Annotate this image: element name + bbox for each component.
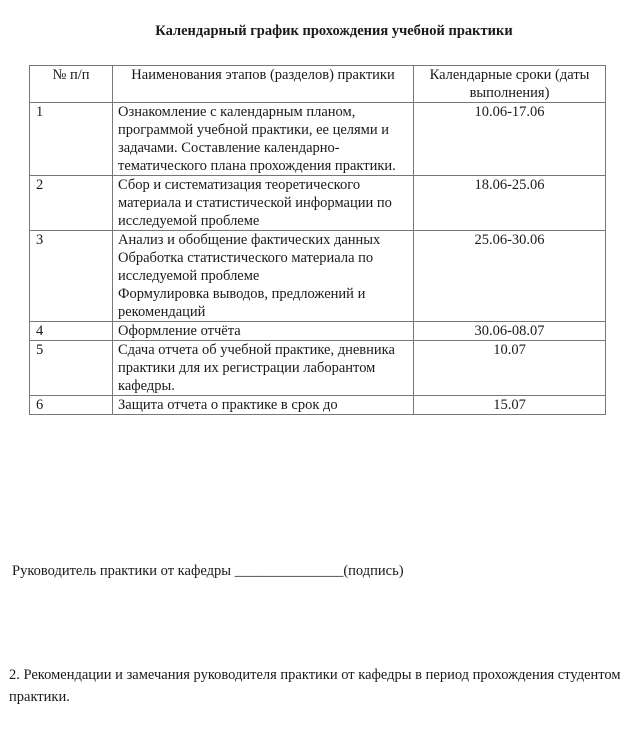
stage-text: Формулировка выводов, предложений и рекомендаций (118, 286, 366, 320)
row-dates: 10.06-17.06 (414, 103, 606, 176)
row-number: 6 (30, 396, 113, 415)
stage-text: Оформление отчёта (118, 323, 241, 339)
schedule-table (29, 65, 606, 415)
stage-text: Защита отчета о практике в срок до (118, 397, 338, 413)
table-row (30, 231, 606, 322)
table-row (30, 322, 606, 341)
row-stage (113, 341, 414, 396)
stage-text: Сдача отчета об учебной практике, дневника практики для их регистрации лаборантом кафедры. (118, 342, 395, 394)
supervisor-signature-line: Руководитель практики от кафедры _______________(подпись) (12, 563, 404, 579)
header-dates: Календарные сроки (даты выполнения) (414, 66, 606, 103)
row-stage (113, 103, 414, 176)
row-stage (113, 176, 414, 231)
row-dates: 25.06-30.06 (414, 231, 606, 322)
row-stage (113, 231, 414, 322)
row-number: 5 (30, 341, 113, 396)
header-stage: Наименования этапов (разделов) практики (113, 66, 414, 103)
stage-text: Сбор и систематизация теоретического материала и статистической информации по исследуемой проблеме (118, 177, 392, 229)
table-row (30, 176, 606, 231)
row-number: 1 (30, 103, 113, 176)
row-dates: 18.06-25.06 (414, 176, 606, 231)
row-dates: 15.07 (414, 396, 606, 415)
table-row (30, 103, 606, 176)
row-number: 3 (30, 231, 113, 322)
stage-text: Обработка статистического материала по исследуемой проблеме (118, 250, 374, 284)
row-dates: 30.06-08.07 (414, 322, 606, 341)
header-number: № п/п (30, 66, 113, 103)
stage-text: Ознакомление с календарным планом, программой учебной практики, ее целями и задачами. Составление календарно-тематического плана прохождения практики. (118, 104, 396, 174)
recommendations-heading: 2. Рекомендации и замечания руководителя практики от кафедры в период прохождения студентом практики. (9, 667, 621, 705)
table-header-row (30, 66, 606, 103)
row-number: 4 (30, 322, 113, 341)
row-stage (113, 322, 414, 341)
row-dates: 10.07 (414, 341, 606, 396)
row-number: 2 (30, 176, 113, 231)
document-title: Календарный график прохождения учебной практики (155, 23, 513, 39)
table-row (30, 341, 606, 396)
row-stage (113, 396, 414, 415)
stage-text: Анализ и обобщение фактических данных (118, 232, 381, 248)
table-row (30, 396, 606, 415)
